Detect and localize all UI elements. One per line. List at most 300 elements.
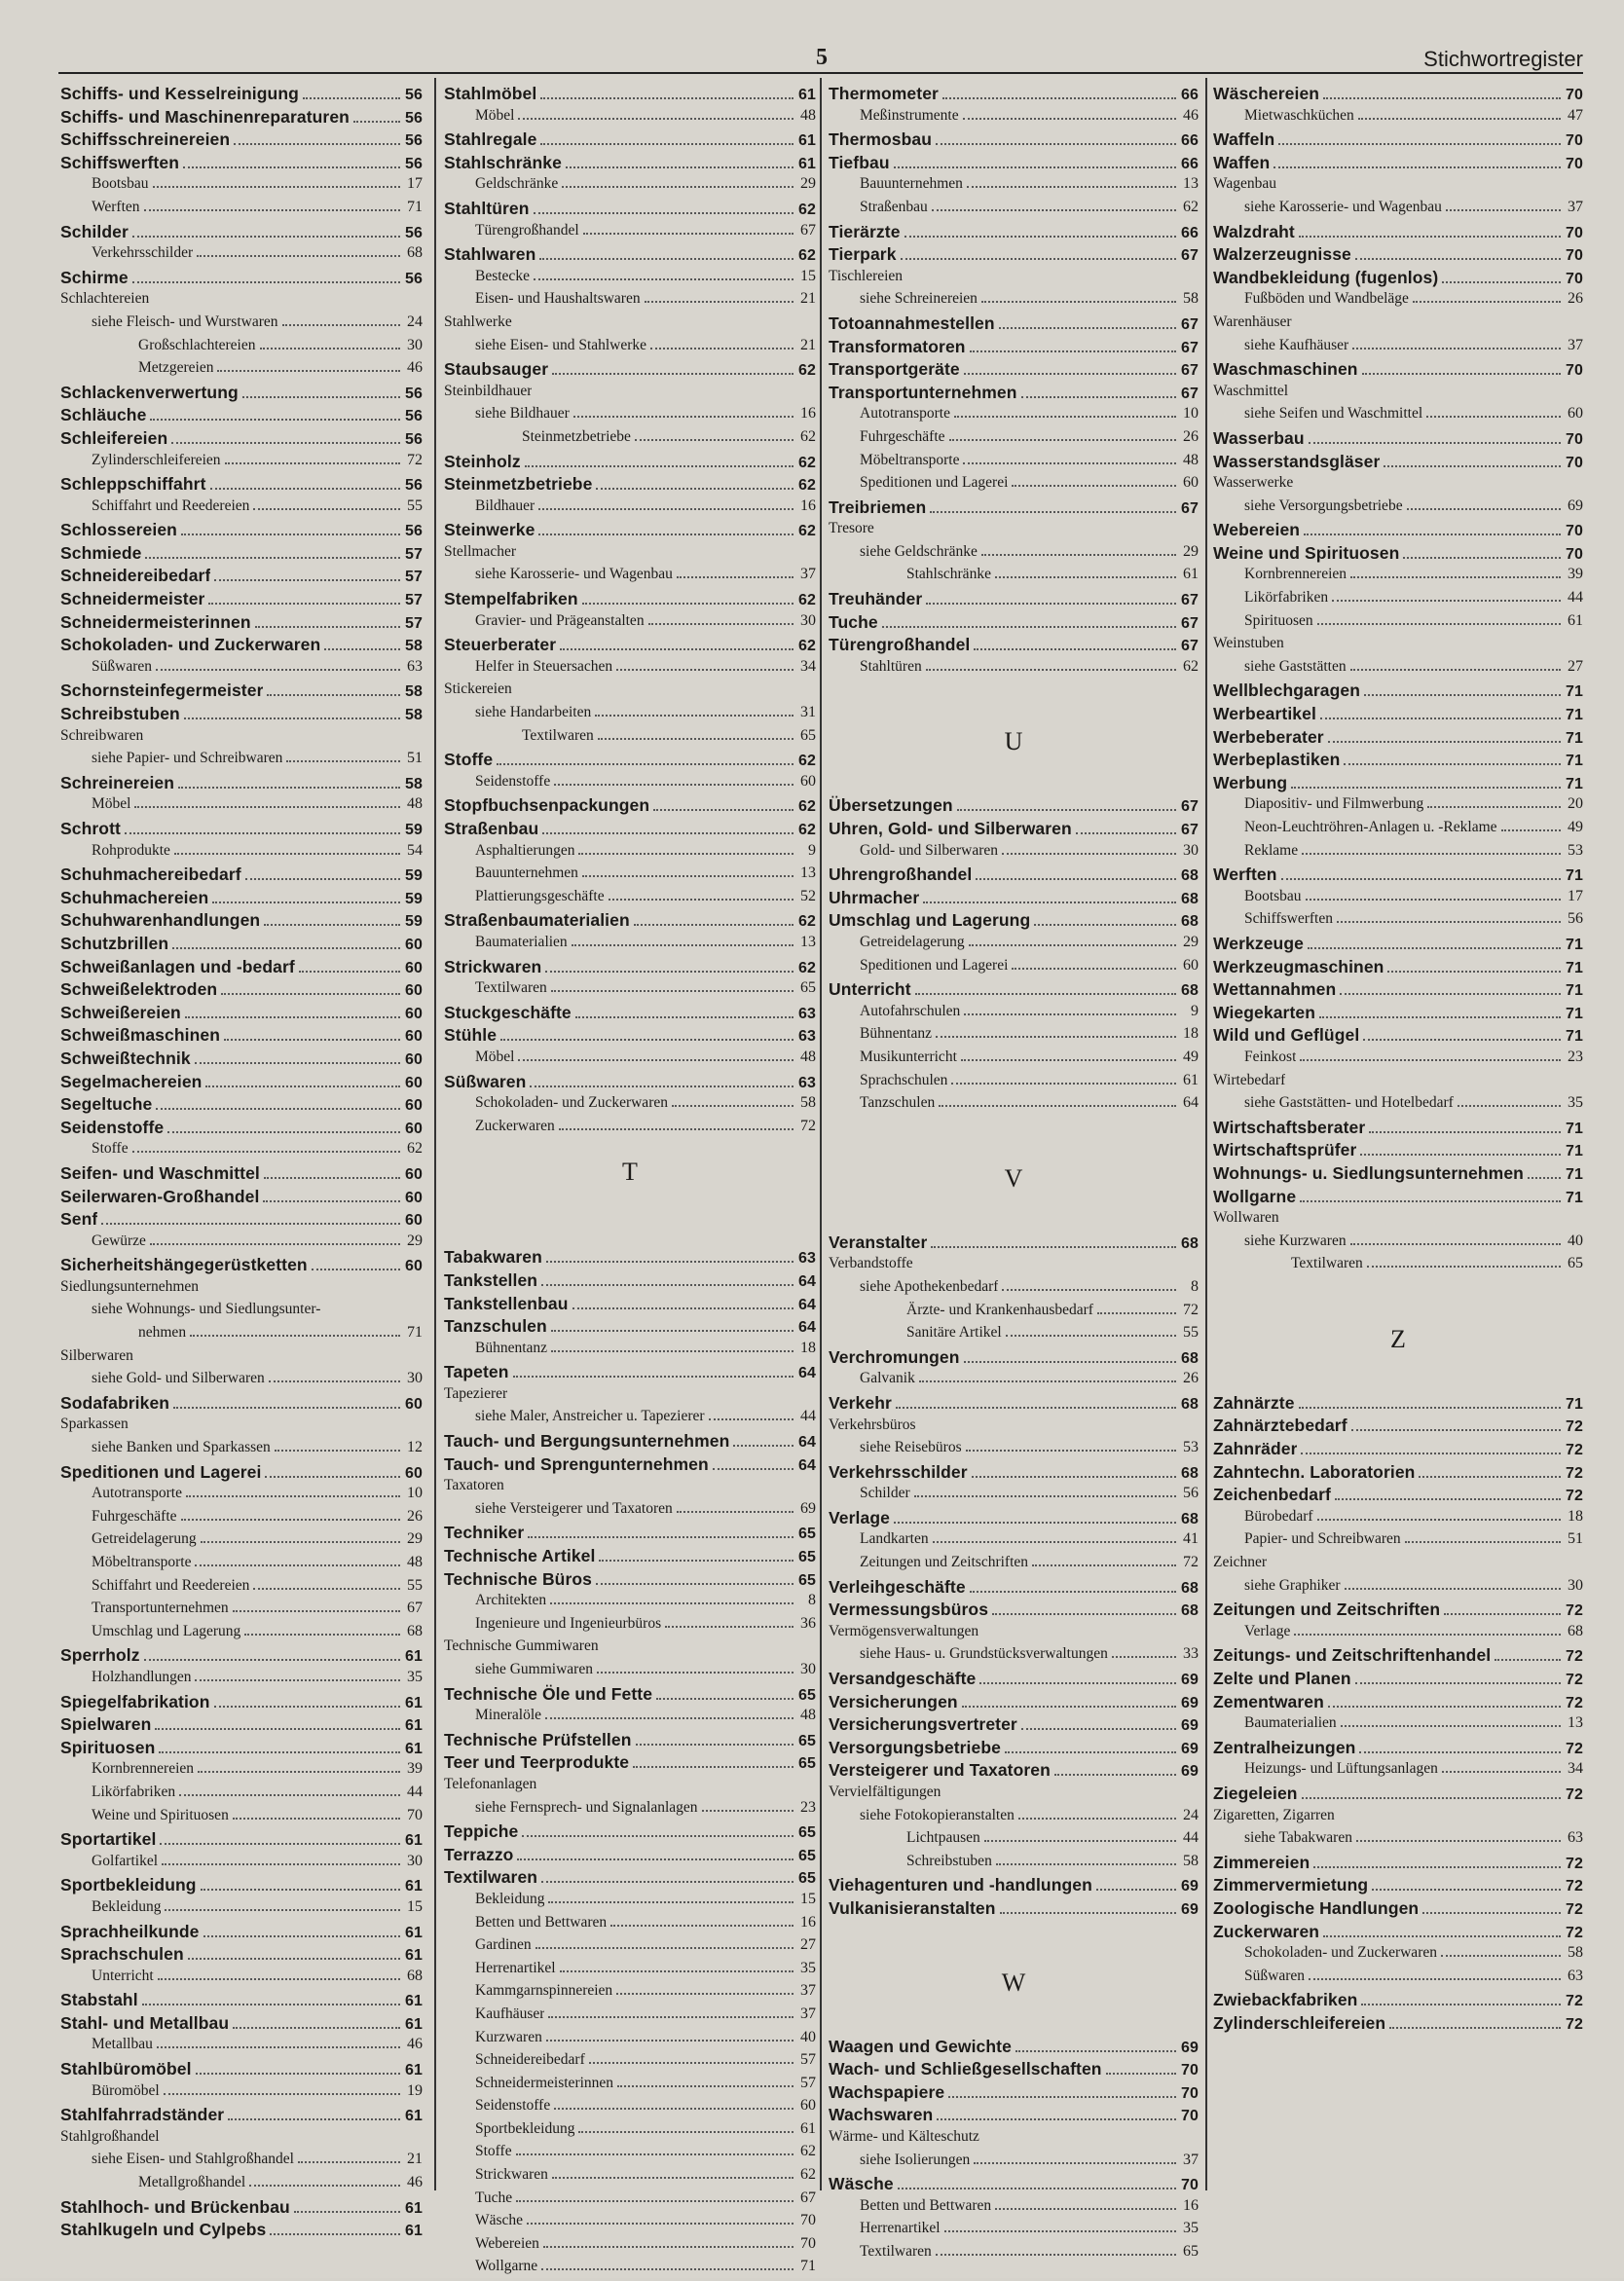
entry-page-number: 62 (798, 454, 816, 471)
index-subentry (444, 222, 816, 245)
leader-dots (190, 1335, 400, 1337)
entry-term: Zeitungen und Zeitschriften (1213, 1600, 1441, 1620)
section-letter: T (622, 1158, 638, 1187)
index-entry (829, 612, 1199, 636)
entry-page-number: 61 (405, 2108, 423, 2125)
entry-page-number: 65 (798, 1824, 816, 1842)
index-subentry (60, 1669, 423, 1692)
entry-term: Neon-Leuchtröhren-Anlagen u. -Reklame (1244, 819, 1497, 835)
entry-term: Wiegekarten (1213, 1002, 1316, 1022)
index-subentry (1213, 842, 1583, 865)
entry-term: Wirtebedarf (1213, 1071, 1286, 1088)
entry-term: Wollgarne (1213, 1186, 1297, 1206)
entry-term: Asphaltierungen (475, 841, 575, 859)
entry-term: Webereien (1213, 520, 1301, 540)
index-subentry (60, 290, 423, 313)
entry-page-number: 9 (1191, 1002, 1199, 1019)
entry-term: Möbeltransporte (860, 451, 960, 468)
leader-dots (919, 1380, 1176, 1382)
leader-dots (538, 533, 794, 535)
leader-dots (125, 832, 400, 834)
index-entry (1213, 1600, 1583, 1623)
entry-page-number: 56 (405, 87, 423, 103)
index-subentry (829, 842, 1199, 865)
leader-dots (525, 465, 794, 467)
entry-term: Stahlhoch- und Brückenbau (60, 2196, 290, 2217)
entry-page-number: 31 (800, 704, 816, 721)
index-entry (1213, 1738, 1583, 1761)
leader-dots (1032, 1564, 1176, 1566)
index-subentry (829, 1485, 1199, 1508)
leader-dots (599, 1560, 794, 1562)
entry-term: Autotransporte (92, 1485, 182, 1502)
entry-term: siehe Fleisch- und Wurstwaren (92, 313, 278, 330)
index-entry (829, 383, 1199, 406)
leader-dots (901, 258, 1176, 260)
index-subentry (1213, 199, 1583, 222)
index-subentry (60, 1784, 423, 1807)
leader-dots (573, 416, 794, 418)
entry-term: Schweißelektroden (60, 979, 218, 1000)
leader-dots (1034, 924, 1176, 926)
entry-page-number: 72 (1566, 1648, 1583, 1666)
entry-term: siehe Gold- und Silberwaren (92, 1370, 265, 1387)
entry-page-number: 62 (798, 959, 816, 976)
leader-dots (1345, 1588, 1561, 1590)
entry-term: Verkehrsschilder (92, 244, 194, 262)
entry-term: Zentralheizungen (1213, 1737, 1356, 1757)
entry-term: Schokoladen- und Zuckerwaren (60, 635, 321, 655)
entry-term: Versorgungsbetriebe (829, 1737, 1001, 1757)
entry-page-number: 65 (798, 1686, 816, 1704)
leader-dots (253, 508, 400, 510)
index-entry (60, 1738, 423, 1761)
index-subentry (829, 1025, 1199, 1049)
index-entry (829, 1738, 1199, 1761)
entry-term: Tresore (829, 520, 874, 537)
entry-term: Likörfabriken (1244, 589, 1329, 607)
entry-term: Wagenbau (1213, 175, 1277, 193)
leader-dots (1501, 829, 1561, 831)
index-entry (60, 153, 423, 176)
index-entry (60, 1944, 423, 1968)
entry-page-number: 56 (405, 385, 423, 402)
entry-page-number: 72 (1566, 1785, 1583, 1803)
entry-page-number: 10 (407, 1485, 423, 1502)
leader-dots (942, 97, 1176, 99)
index-subentry (60, 1898, 423, 1922)
index-entry (829, 865, 1199, 888)
entry-term: Stahlfahrradständer (60, 2105, 225, 2125)
leader-dots (981, 554, 1176, 556)
entry-term: Metzgereien (138, 359, 214, 377)
entry-page-number: 65 (798, 1755, 816, 1773)
leader-dots (582, 603, 794, 605)
entry-term: Tauch- und Bergungsunternehmen (444, 1431, 730, 1452)
index-subentry (444, 1500, 816, 1524)
leader-dots (1112, 1656, 1176, 1658)
entry-term: Schlossereien (60, 520, 177, 540)
entry-page-number: 65 (800, 726, 816, 744)
entry-term: Wasserstandsgläser (1213, 451, 1381, 471)
entry-term: Wohnungs- u. Siedlungsunternehmen (1213, 1162, 1524, 1183)
entry-term: Taxatoren (444, 1477, 504, 1494)
index-entry (1213, 1784, 1583, 1807)
entry-term: Schokoladen- und Zuckerwaren (475, 1094, 668, 1112)
index-entry (829, 1714, 1199, 1738)
entry-term: Tanzschulen (860, 1094, 936, 1112)
leader-dots (263, 1200, 400, 1202)
entry-term: Tierärzte (829, 221, 901, 241)
leader-dots (546, 2040, 794, 2042)
entry-term: Spielwaren (60, 1714, 152, 1735)
index-subentry (444, 773, 816, 796)
index-entry (444, 1454, 816, 1478)
index-entry (60, 910, 423, 934)
leader-dots (926, 603, 1176, 605)
leader-dots (181, 533, 400, 535)
entry-page-number: 68 (1568, 1622, 1583, 1639)
entry-term: Süßwaren (1244, 1967, 1305, 1984)
entry-page-number: 68 (1181, 1510, 1199, 1527)
entry-page-number: 48 (800, 1707, 816, 1724)
entry-term: Betten und Bettwaren (475, 1913, 608, 1931)
leader-dots (324, 648, 400, 650)
leader-dots (1362, 373, 1561, 375)
entry-term: Technische Prüfstellen (444, 1729, 632, 1749)
entry-page-number: 69 (1181, 1763, 1199, 1781)
leader-dots (1337, 921, 1561, 923)
entry-term: Metallbau (92, 2036, 153, 2053)
entry-term: Steuerberater (444, 635, 557, 655)
index-subentry (444, 979, 816, 1003)
index-entry (444, 1362, 816, 1385)
index-subentry (444, 107, 816, 130)
leader-dots (542, 832, 794, 834)
column-divider (820, 78, 822, 2190)
entry-term: siehe Banken und Sparkassen (92, 1439, 271, 1456)
entry-term: Stopfbuchsenpackungen (444, 795, 650, 816)
leader-dots (949, 439, 1176, 441)
leader-dots (1313, 1866, 1561, 1868)
entry-page-number: 61 (798, 132, 816, 150)
entry-term: siehe Gaststätten (1244, 657, 1347, 675)
entry-page-number: 67 (1181, 362, 1199, 380)
entry-page-number: 15 (800, 1890, 816, 1907)
entry-page-number: 65 (798, 1526, 816, 1543)
entry-term: nehmen (138, 1324, 187, 1342)
entry-term: Kornbrennereien (92, 1760, 195, 1778)
leader-dots (1389, 2027, 1561, 2029)
index-entry (60, 979, 423, 1003)
index-entry (60, 520, 423, 543)
entry-page-number: 58 (800, 1094, 816, 1112)
index-subentry (444, 497, 816, 521)
entry-term: Musikunterricht (860, 1048, 957, 1065)
entry-page-number: 46 (407, 2174, 423, 2191)
index-subentry (1213, 474, 1583, 497)
index-entry (1213, 2013, 1583, 2037)
leader-dots (530, 1085, 794, 1087)
index-subentry (829, 452, 1199, 475)
section-letter: V (1004, 1163, 1023, 1193)
entry-page-number: 68 (1181, 982, 1199, 1000)
leader-dots (1426, 416, 1561, 418)
index-entry (60, 1645, 423, 1669)
entry-page-number: 72 (1566, 1418, 1583, 1436)
index-subentry (444, 1776, 816, 1799)
entry-page-number: 69 (1181, 1900, 1199, 1918)
entry-term: Unterricht (829, 979, 911, 1000)
entry-page-number: 61 (405, 1694, 423, 1711)
index-entry (444, 1270, 816, 1294)
leader-dots (249, 2185, 400, 2187)
leader-dots (1054, 1774, 1176, 1776)
leader-dots (598, 738, 794, 740)
entry-term: Technische Artikel (444, 1546, 596, 1566)
entry-term: Stahlwaren (444, 244, 536, 265)
entry-page-number: 29 (1183, 934, 1199, 950)
leader-dots (132, 1151, 400, 1153)
entry-term: Stahlgroßhandel (60, 2127, 160, 2145)
entry-page-number: 61 (405, 1717, 423, 1735)
leader-dots (552, 2177, 794, 2179)
leader-dots (527, 2223, 794, 2225)
leader-dots (548, 2016, 794, 2018)
entry-page-number: 71 (800, 2258, 816, 2275)
index-entry (60, 681, 423, 704)
entry-page-number: 35 (1568, 1094, 1583, 1112)
leader-dots (915, 993, 1176, 995)
entry-page-number: 37 (1568, 198, 1583, 215)
leader-dots (1384, 465, 1561, 467)
entry-term: Lichtpausen (906, 1829, 980, 1847)
index-entry (60, 819, 423, 842)
entry-page-number: 60 (1183, 956, 1199, 974)
column-divider (434, 78, 436, 2190)
entry-page-number: 70 (1566, 132, 1583, 150)
entry-page-number: 44 (1183, 1829, 1199, 1847)
index-subentry (829, 2197, 1199, 2221)
entry-term: Stahlschränke (444, 152, 562, 172)
entry-page-number: 54 (407, 841, 423, 859)
index-column-1 (60, 84, 423, 2243)
leader-dots (552, 373, 794, 375)
index-subentry (1213, 1760, 1583, 1784)
entry-page-number: 68 (407, 1622, 423, 1639)
leader-dots (616, 1993, 794, 1995)
leader-dots (936, 143, 1176, 145)
entry-term: Bekleidung (92, 1897, 162, 1915)
leader-dots (298, 2161, 400, 2163)
entry-term: Großschlachtereien (138, 336, 256, 353)
entry-term: Unterricht (92, 1967, 154, 1984)
index-subentry (1213, 1255, 1583, 1278)
leader-dots (201, 1541, 400, 1543)
entry-page-number: 65 (798, 1870, 816, 1888)
index-entry (444, 910, 816, 934)
entry-page-number: 71 (1566, 1120, 1583, 1137)
entry-page-number: 18 (1568, 1507, 1583, 1525)
leader-dots (1364, 694, 1561, 696)
leader-dots (1442, 1771, 1561, 1773)
entry-page-number: 29 (407, 1232, 423, 1249)
index-entry (1213, 1140, 1583, 1163)
entry-term: Wasserwerke (1213, 474, 1294, 492)
entry-page-number: 69 (800, 1499, 816, 1517)
entry-term: Vermögensverwaltungen (829, 1622, 979, 1639)
entry-term: Tiefbau (829, 152, 890, 172)
index-entry (60, 1003, 423, 1026)
index-subentry (60, 1577, 423, 1600)
index-subentry (829, 543, 1199, 567)
entry-term: Schuhwarenhandlungen (60, 910, 261, 931)
entry-term: siehe Karosserie- und Wagenbau (475, 566, 673, 583)
index-subentry (60, 1370, 423, 1393)
index-subentry (60, 1347, 423, 1371)
leader-dots (1306, 899, 1561, 901)
index-subentry (444, 1891, 816, 1914)
index-entry (60, 84, 423, 107)
leader-dots (936, 1036, 1176, 1038)
index-subentry (444, 888, 816, 911)
index-entry (829, 1508, 1199, 1531)
leader-dots (596, 488, 794, 490)
leader-dots (228, 2118, 400, 2120)
index-subentry (60, 1508, 423, 1531)
entry-page-number: 60 (405, 982, 423, 1000)
entry-term: Schiffs- und Maschinenreparaturen (60, 106, 350, 127)
index-entry (60, 1025, 423, 1049)
index-entry (829, 910, 1199, 934)
entry-page-number: 10 (1183, 405, 1199, 423)
entry-term: Stempelfabriken (444, 589, 578, 609)
leader-dots (205, 1085, 400, 1087)
entry-term: Stellmacher (444, 542, 517, 560)
index-entry (60, 1209, 423, 1232)
entry-page-number: 56 (405, 408, 423, 425)
leader-dots (171, 442, 400, 444)
entry-term: Türengroßhandel (475, 221, 579, 239)
entry-page-number: 39 (407, 1760, 423, 1778)
entry-page-number: 64 (798, 1319, 816, 1337)
index-subentry (829, 268, 1199, 291)
leader-dots (677, 576, 794, 578)
entry-page-number: 69 (1181, 1878, 1199, 1895)
entry-page-number: 72 (1566, 1740, 1583, 1757)
index-subentry (1213, 589, 1583, 612)
index-entry (444, 1684, 816, 1708)
entry-term: Verbandstoffe (829, 1255, 913, 1272)
entry-page-number: 18 (800, 1339, 816, 1356)
entry-page-number: 62 (800, 2143, 816, 2160)
leader-dots (156, 669, 400, 671)
leader-dots (195, 1062, 400, 1064)
leader-dots (188, 1958, 400, 1960)
entry-page-number: 61 (1568, 611, 1583, 629)
index-entry (60, 1072, 423, 1095)
entry-term: Werbeplastiken (1213, 750, 1341, 770)
leader-dots (1413, 301, 1561, 303)
leader-dots (156, 1108, 400, 1110)
entry-page-number: 67 (1181, 339, 1199, 356)
index-subentry (444, 1661, 816, 1684)
index-entry (1213, 1118, 1583, 1141)
index-entry (60, 1049, 423, 1072)
leader-dots (534, 278, 794, 280)
entry-term: Tischlereien (829, 267, 904, 284)
entry-page-number: 12 (407, 1439, 423, 1456)
index-entry (444, 635, 816, 658)
entry-term: Technische Büros (444, 1568, 593, 1589)
leader-dots (1350, 669, 1561, 671)
index-entry (60, 934, 423, 957)
leader-dots (1012, 968, 1176, 970)
leader-dots (539, 258, 794, 260)
entry-page-number: 58 (1183, 1852, 1199, 1869)
entry-page-number: 60 (405, 1120, 423, 1137)
entry-page-number: 48 (1183, 451, 1199, 468)
entry-page-number: 51 (407, 750, 423, 767)
entry-page-number: 56 (405, 430, 423, 448)
leader-dots (299, 971, 400, 973)
entry-page-number: 67 (800, 221, 816, 239)
index-subentry (1213, 1968, 1583, 1991)
index-subentry (60, 1807, 423, 1830)
entry-page-number: 65 (1568, 1255, 1583, 1272)
entry-term: Bekleidung (475, 1890, 545, 1907)
entry-page-number: 69 (1181, 2039, 1199, 2056)
leader-dots (545, 1717, 794, 1719)
index-subentry (60, 1968, 423, 1991)
entry-term: Verkehrsbüros (829, 1416, 916, 1433)
entry-term: Totoannahmestellen (829, 313, 995, 333)
entry-page-number: 68 (1181, 1395, 1199, 1413)
index-subentry (60, 1530, 423, 1554)
column-divider (1205, 78, 1207, 2190)
leader-dots (208, 603, 400, 605)
leader-dots (944, 2230, 1176, 2232)
entry-term: Sportbekleidung (475, 2119, 575, 2137)
index-entry (444, 795, 816, 819)
leader-dots (1350, 576, 1561, 578)
entry-page-number: 60 (405, 1212, 423, 1230)
index-entry (829, 888, 1199, 911)
entry-page-number: 64 (798, 1434, 816, 1452)
leader-dots (1344, 763, 1561, 765)
leader-dots (939, 1105, 1176, 1107)
entry-page-number: 44 (800, 1408, 816, 1425)
entry-page-number: 60 (405, 1005, 423, 1022)
index-entry (829, 2059, 1199, 2082)
leader-dots (733, 1445, 794, 1447)
entry-page-number: 20 (1568, 795, 1583, 813)
leader-dots (1302, 1797, 1561, 1799)
entry-page-number: 23 (800, 1798, 816, 1816)
index-subentry (1213, 175, 1583, 199)
index-subentry (829, 1439, 1199, 1462)
leader-dots (1309, 1978, 1561, 1980)
leader-dots (233, 1818, 400, 1820)
index-entry (444, 153, 816, 176)
entry-page-number: 69 (1181, 1717, 1199, 1735)
leader-dots (1097, 1312, 1176, 1314)
leader-dots (894, 1522, 1176, 1524)
index-subentry (444, 2143, 816, 2166)
index-entry (1213, 359, 1583, 383)
leader-dots (203, 1935, 400, 1937)
index-subentry (1213, 1072, 1583, 1095)
